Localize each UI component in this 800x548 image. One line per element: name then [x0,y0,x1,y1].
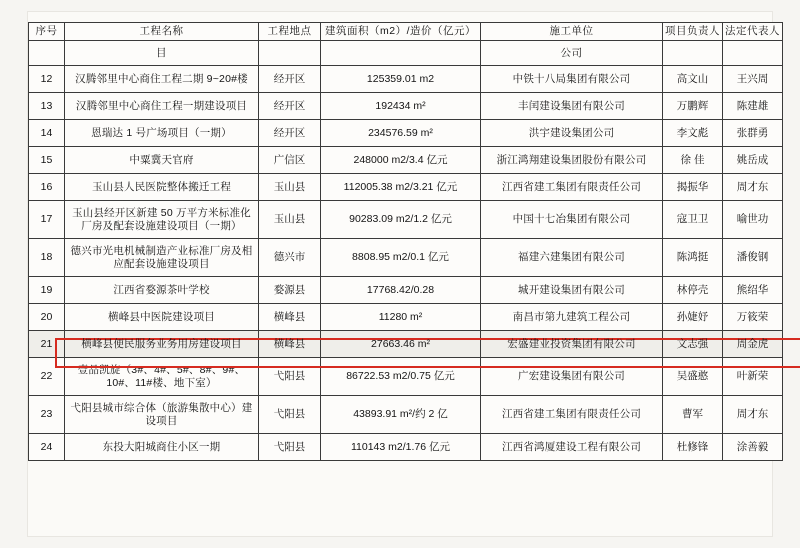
table-row [29,358,783,396]
cell-no: 14 [29,120,65,147]
cell-name: 德兴市光电机械制造产业标准厂房及相应配套设施建设项目 [65,239,259,277]
cell-legal: 姚岳成 [723,147,783,174]
cell-no: 19 [29,277,65,304]
cell-place: 横峰县 [259,331,321,358]
subheader-name: 目 [65,41,259,66]
cell-area: 8808.95 m2/0.1 亿元 [321,239,481,277]
cell-name: 东投大阳城商住小区一期 [65,434,259,461]
cell-no: 18 [29,239,65,277]
header-no: 序号 [29,23,65,41]
cell-no: 21 [29,331,65,358]
table-row [29,201,783,239]
cell-area: 17768.42/0.28 [321,277,481,304]
cell-name: 横峰县中医院建设项目 [65,304,259,331]
cell-unit: 宏盛建业投资集团有限公司 [481,331,663,358]
cell-lead: 曹军 [663,396,723,434]
cell-area: 248000 m2/3.4 亿元 [321,147,481,174]
table-row [29,147,783,174]
cell-area: 86722.53 m2/0.75 亿元 [321,358,481,396]
subheader-no [29,41,65,66]
cell-name: 汉腾邻里中心商住工程二期 9~20#楼 [65,66,259,93]
cell-place: 玉山县 [259,174,321,201]
subheader-place [259,41,321,66]
header-unit: 施工单位 [481,23,663,41]
cell-name: 恩瑞达 1 号广场项目（一期） [65,120,259,147]
cell-lead: 徐 佳 [663,147,723,174]
cell-name: 玉山县经开区新建 50 万平方米标准化厂房及配套设施建设项目（一期） [65,201,259,239]
cell-name: 江西省婺源茶叶学校 [65,277,259,304]
cell-place: 横峰县 [259,304,321,331]
cell-place: 经开区 [259,66,321,93]
cell-legal: 周才东 [723,174,783,201]
table-body [29,66,783,461]
cell-place: 弋阳县 [259,358,321,396]
cell-lead: 林停壳 [663,277,723,304]
cell-no: 16 [29,174,65,201]
cell-no: 13 [29,93,65,120]
cell-no: 17 [29,201,65,239]
table-row [29,277,783,304]
cell-area: 27663.46 m² [321,331,481,358]
cell-no: 24 [29,434,65,461]
cell-legal: 叶新荣 [723,358,783,396]
header-place: 工程地点 [259,23,321,41]
cell-place: 弋阳县 [259,396,321,434]
cell-lead: 万鹏辉 [663,93,723,120]
cell-legal: 周金虎 [723,331,783,358]
cell-unit: 江西省鸿厦建设工程有限公司 [481,434,663,461]
cell-no: 12 [29,66,65,93]
cell-lead: 陈鸿挺 [663,239,723,277]
cell-name: 横峰县便民服务业务用房建设项目 [65,331,259,358]
cell-no: 20 [29,304,65,331]
cell-area: 43893.91 m²/约 2 亿 [321,396,481,434]
cell-place: 婺源县 [259,277,321,304]
table-subheader-row [29,41,783,66]
table-row [29,66,783,93]
cell-unit: 福建六建集团有限公司 [481,239,663,277]
cell-lead: 揭振华 [663,174,723,201]
cell-area: 234576.59 m² [321,120,481,147]
cell-lead: 寇卫卫 [663,201,723,239]
table-row [29,396,783,434]
cell-area: 125359.01 m2 [321,66,481,93]
cell-lead: 杜修锋 [663,434,723,461]
header-legal: 法定代表人 [723,23,783,41]
cell-place: 广信区 [259,147,321,174]
cell-area: 90283.09 m2/1.2 亿元 [321,201,481,239]
cell-unit: 丰闰建设集团有限公司 [481,93,663,120]
cell-unit: 浙江鸿翔建设集团股份有限公司 [481,147,663,174]
cell-no: 23 [29,396,65,434]
cell-legal: 熊绍华 [723,277,783,304]
project-table [28,22,783,461]
table-row-highlighted [29,331,783,358]
table-row [29,304,783,331]
header-lead: 项目负责人 [663,23,723,41]
cell-name: 弋阳县城市综合体（旅游集散中心）建设项目 [65,396,259,434]
table-row [29,174,783,201]
cell-unit: 南昌市第九建筑工程公司 [481,304,663,331]
cell-legal: 周才东 [723,396,783,434]
cell-place: 弋阳县 [259,434,321,461]
cell-place: 经开区 [259,120,321,147]
cell-area: 112005.38 m2/3.21 亿元 [321,174,481,201]
cell-name: 中粟冀天官府 [65,147,259,174]
cell-legal: 潘俊钢 [723,239,783,277]
cell-unit: 洪宇建设集团公司 [481,120,663,147]
cell-lead: 吴盛憨 [663,358,723,396]
cell-legal: 万筱荣 [723,304,783,331]
cell-area: 192434 m² [321,93,481,120]
subheader-unit: 公司 [481,41,663,66]
cell-unit: 江西省建工集团有限责任公司 [481,174,663,201]
cell-lead: 高文山 [663,66,723,93]
cell-no: 15 [29,147,65,174]
table-header [29,23,783,66]
cell-name: 玉山县人民医院整体搬迁工程 [65,174,259,201]
cell-unit: 江西省建工集团有限责任公司 [481,396,663,434]
cell-area: 110143 m2/1.76 亿元 [321,434,481,461]
cell-legal: 陈建雄 [723,93,783,120]
table-header-row [29,23,783,41]
cell-no: 22 [29,358,65,396]
cell-place: 经开区 [259,93,321,120]
cell-name: 壹品凯旋（3#、4#、5#、8#、9#、10#、11#楼、地下室） [65,358,259,396]
cell-unit: 广宏建设集团有限公司 [481,358,663,396]
cell-place: 玉山县 [259,201,321,239]
cell-name: 汉腾邻里中心商住工程一期建设项目 [65,93,259,120]
cell-lead: 李文彪 [663,120,723,147]
cell-lead: 孙婕妤 [663,304,723,331]
cell-legal: 涂善毅 [723,434,783,461]
subheader-legal [723,41,783,66]
cell-lead: 文志强 [663,331,723,358]
cell-unit: 城开建设集团有限公司 [481,277,663,304]
subheader-area [321,41,481,66]
cell-area: 11280 m² [321,304,481,331]
header-name: 工程名称 [65,23,259,41]
cell-legal: 王兴周 [723,66,783,93]
cell-unit: 中国十七冶集团有限公司 [481,201,663,239]
cell-legal: 张群勇 [723,120,783,147]
cell-unit: 中铁十八局集团有限公司 [481,66,663,93]
table-row [29,120,783,147]
cell-legal: 喻世功 [723,201,783,239]
header-area: 建筑面积（m2）/造价（亿元） [321,23,481,41]
table-row [29,239,783,277]
table-row [29,434,783,461]
subheader-lead [663,41,723,66]
table-row [29,93,783,120]
cell-place: 德兴市 [259,239,321,277]
